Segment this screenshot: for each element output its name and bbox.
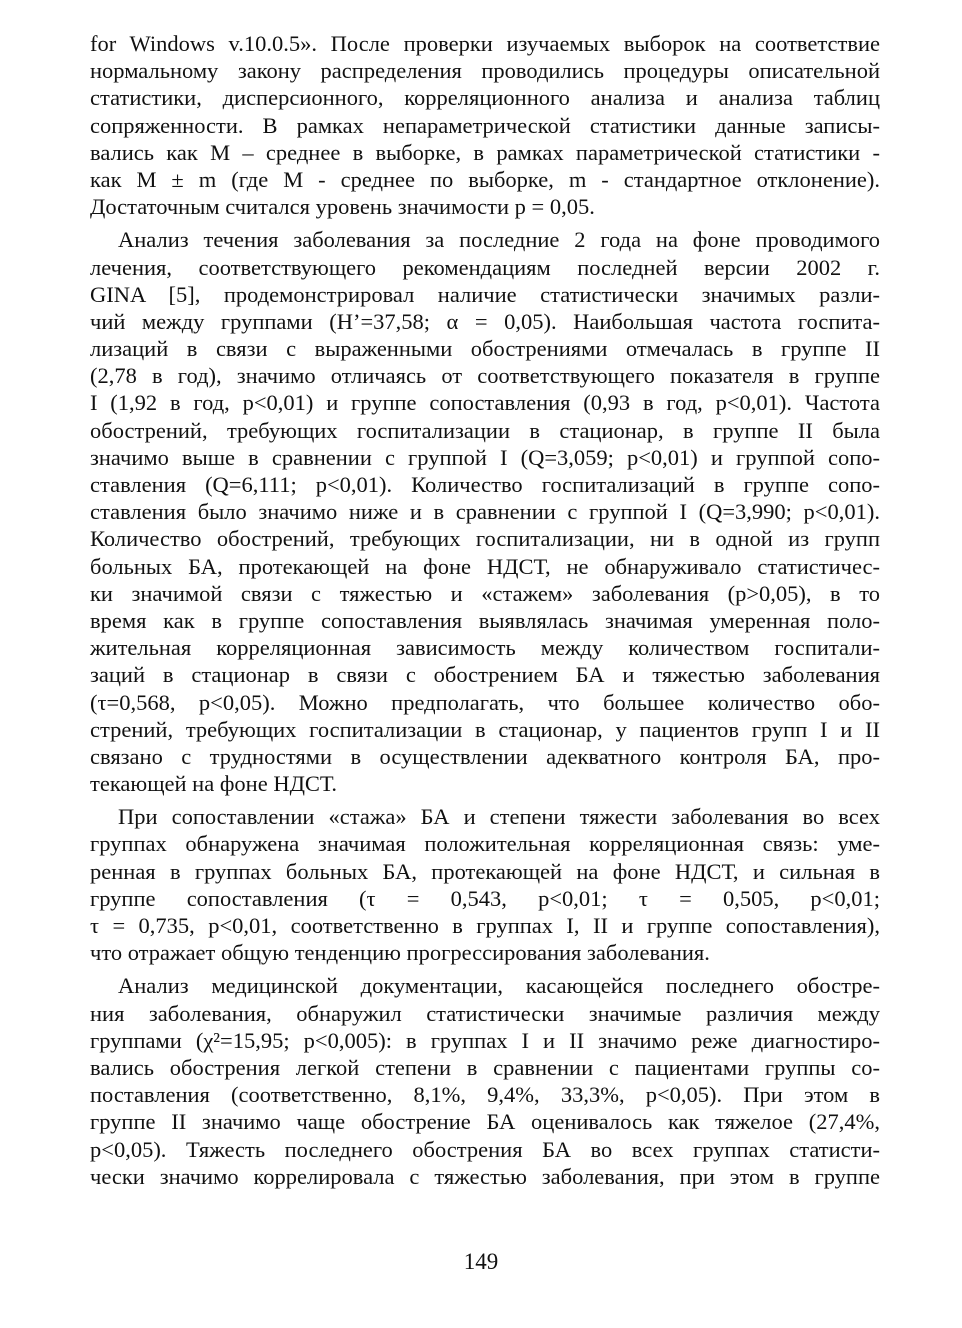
text-line: жительная корреляционная зависимость между количеством госпитали- — [90, 635, 880, 661]
text-line: Достаточным считался уровень значимости р = 0,05. — [90, 194, 595, 220]
text-line: При сопоставлении «стажа» БА и степени тяжести заболевания во всех — [118, 804, 880, 830]
text-line: нормальному закону распределения проводились процедуры описательной — [90, 58, 880, 84]
page-number: 149 — [463, 1249, 499, 1274]
text-line: статистики, дисперсионного, корреляционного анализа и анализа таблиц — [90, 85, 880, 111]
text-line: (2,78 в год), значимо отличаясь от соответствующего показателя в группе — [90, 363, 880, 389]
text-line: GINA [5], продемонстрировал наличие статистически значимых разли- — [90, 281, 880, 307]
text-line: группе II значимо чаще обострение БА оценивалось как тяжелое (27,4%, — [90, 1109, 880, 1135]
text-line: обострений, требующих госпитализации в стационар, в группе II была — [90, 417, 880, 443]
text-line: чески значимо коррелировала с тяжестью заболевания, при этом в группе — [90, 1163, 880, 1189]
text-line: Анализ течения заболевания за последние 2 года на фоне проводимого — [118, 227, 880, 253]
text-line: лечения, соответствующего рекомендациям последней версии 2002 г. — [90, 254, 880, 280]
text-line: ки значимой связи с тяжестью и «стажем» заболевания (р>0,05), в то — [90, 580, 880, 606]
page-body — [90, 30, 880, 1196]
paragraph-methods — [90, 30, 880, 220]
paragraph-medical-records — [90, 972, 880, 1190]
text-line: текающей на фоне НДСТ. — [90, 771, 338, 797]
text-line: сопряженности. В рамках непараметрической статистики данные записы- — [90, 112, 880, 138]
text-line: вались как М – среднее в выборке, в рамках параметрической статистики - — [90, 139, 880, 165]
text-line: значимо выше в сравнении с группой I (Q=3,059; р<0,01) и группой сопо- — [90, 444, 880, 470]
text-line: for Windows v.10.0.5». После проверки изучаемых выборок на соответствие — [90, 31, 880, 56]
text-line: вались обострения легкой степени в сравнении с пациентами группы со- — [90, 1054, 880, 1080]
paragraph-stage-severity — [90, 803, 880, 966]
text-line: заций в стационар в связи с обострением БА и тяжестью заболевания — [90, 662, 880, 688]
text-line: лизаций в связи с выраженными обострениями отмечалась в группе II — [90, 336, 880, 362]
text-line: Анализ медицинской документации, касающейся последнего обостре- — [118, 973, 880, 999]
text-line: больных БА, протекающей на фоне НДСТ, не обнаруживало статистичес- — [90, 553, 880, 579]
text-line: ставления (Q=6,111; р<0,01). Количество госпитализаций в группе сопо- — [90, 472, 880, 497]
text-line: ренная в группах больных БА, протекающей на фоне НДСТ, и сильная в — [90, 858, 880, 884]
text-line: как М ± m (где М - среднее по выборке, m - стандартное отклонение). — [90, 166, 880, 192]
paragraph-disease-course — [90, 226, 880, 797]
text-line: ставления было значимо ниже и в сравнении с группой I (Q=3,990; р<0,01). — [90, 499, 880, 525]
text-line: τ = 0,735, р<0,01, соответственно в группах I, II и группе сопоставления), — [90, 913, 880, 938]
text-line: Количество обострений, требующих госпитализации, ни в одной из групп — [90, 526, 880, 552]
text-line: (τ=0,568, р<0,05). Можно предполагать, что большее количество обо- — [90, 689, 880, 715]
text-line: I (1,92 в год, р<0,01) и группе сопоставления (0,93 в год, р<0,01). Частота — [90, 390, 880, 416]
text-line: чий между группами (H’=37,58; α = 0,05). Наибольшая частота госпита- — [90, 308, 880, 334]
text-line: стрений, требующих госпитализации в стационар, у пациентов групп I и II — [90, 716, 880, 742]
text-line: связано с трудностями в осуществлении адекватного контроля БА, про- — [90, 743, 880, 769]
text-line: поставления (соответственно, 8,1%, 9,4%, 33,3%, р<0,05). При этом в — [90, 1082, 880, 1108]
text-line: группах обнаружена значимая положительная корреляционная связь: уме- — [90, 831, 880, 857]
text-line: что отражает общую тенденцию прогрессирования заболевания. — [90, 940, 710, 966]
text-line: группами (χ²=15,95; р<0,005): в группах I и II значимо реже диагностиро- — [90, 1027, 880, 1053]
text-line: ния заболевания, обнаружил статистически значимые различия между — [90, 1000, 880, 1026]
text-line: время как в группе сопоставления выявлялась значимая умеренная поло- — [90, 607, 880, 633]
text-line: р<0,05). Тяжесть последнего обострения БА во всех группах статисти- — [90, 1136, 880, 1162]
text-line: группе сопоставления (τ = 0,543, р<0,01; τ = 0,505, р<0,01; — [90, 885, 880, 911]
